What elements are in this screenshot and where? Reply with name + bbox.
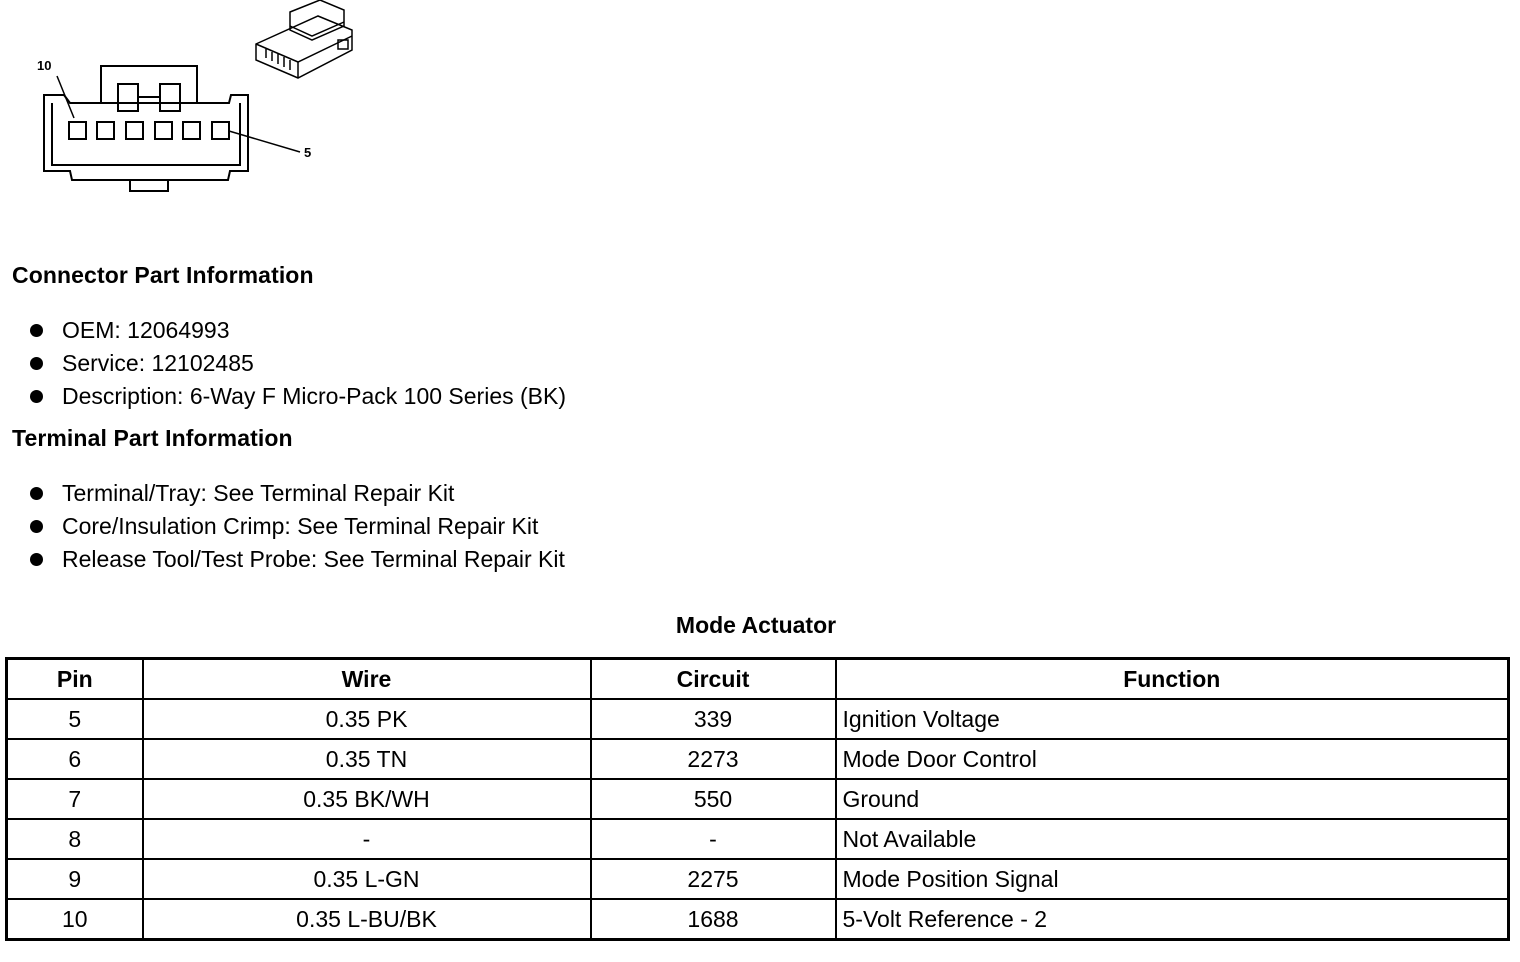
pin-cavity-8 [126, 122, 143, 139]
wire-cell: 0.35 BK/WH [143, 779, 591, 819]
pin-cavity-7 [155, 122, 172, 139]
terminal-part-info-list [30, 477, 565, 576]
bullet-icon [30, 357, 43, 370]
service-part-number: Service: 12102485 [62, 350, 254, 376]
pin-table [5, 657, 1510, 941]
bottom-key [130, 180, 168, 191]
table-row [7, 859, 1509, 899]
function-cell: Ignition Voltage [836, 699, 1509, 739]
list-item [30, 314, 566, 347]
wire-cell: 0.35 L-GN [143, 859, 591, 899]
pin-cell: 9 [7, 859, 143, 899]
list-item [30, 543, 565, 576]
oem-part-number: OEM: 12064993 [62, 317, 230, 343]
list-item [30, 510, 565, 543]
connector-part-info-heading: Connector Part Information [12, 262, 314, 288]
circuit-cell: 1688 [591, 899, 836, 940]
connector-part-info-list [30, 314, 566, 413]
terminal-tray-info: Terminal/Tray: See Terminal Repair Kit [62, 480, 455, 506]
wire-cell: 0.35 TN [143, 739, 591, 779]
function-cell: Mode Door Control [836, 739, 1509, 779]
connector-diagram [0, 0, 400, 210]
table-title: Mode Actuator [675, 612, 837, 638]
pin-cavity-6 [183, 122, 200, 139]
connector-description: Description: 6-Way F Micro-Pack 100 Series (BK) [62, 383, 567, 409]
circuit-cell: - [591, 819, 836, 859]
bullet-icon [30, 324, 43, 337]
circuit-cell: 339 [591, 699, 836, 739]
bullet-icon [30, 390, 43, 403]
pin-cell: 8 [7, 819, 143, 859]
function-cell: Mode Position Signal [836, 859, 1509, 899]
list-item [30, 347, 566, 380]
pin-cavity-10 [69, 122, 86, 139]
bullet-icon [30, 520, 43, 533]
pin-cell: 10 [7, 899, 143, 940]
wire-column-header: Wire [143, 659, 591, 700]
circuit-column-header: Circuit [591, 659, 836, 700]
function-cell: Ground [836, 779, 1509, 819]
table-row [7, 699, 1509, 739]
pin-5-callout: 5 [304, 145, 312, 160]
table-row [7, 779, 1509, 819]
connector-housing [44, 95, 248, 180]
crimp-info: Core/Insulation Crimp: See Terminal Repair Kit [62, 513, 539, 539]
circuit-cell: 2273 [591, 739, 836, 779]
list-item [30, 380, 566, 413]
pin-10-callout: 10 [37, 58, 52, 73]
table-row [7, 739, 1509, 779]
bullet-icon [30, 487, 43, 500]
pin-cavity-9 [97, 122, 114, 139]
wire-cell: 0.35 L-BU/BK [143, 899, 591, 940]
pin-cell: 5 [7, 699, 143, 739]
circuit-cell: 2275 [591, 859, 836, 899]
release-tool-info: Release Tool/Test Probe: See Terminal Repair Kit [62, 546, 565, 572]
function-cell: 5-Volt Reference - 2 [836, 899, 1509, 940]
table-header-row [7, 659, 1509, 700]
bullet-icon [30, 553, 43, 566]
terminal-part-info-heading: Terminal Part Information [12, 425, 293, 451]
wire-cell: - [143, 819, 591, 859]
function-cell: Not Available [836, 819, 1509, 859]
table-row [7, 899, 1509, 940]
pin-cell: 7 [7, 779, 143, 819]
pin-cell: 6 [7, 739, 143, 779]
connector-iso-view [256, 0, 352, 78]
wire-cell: 0.35 PK [143, 699, 591, 739]
list-item [30, 477, 565, 510]
pin-cavity-5 [212, 122, 229, 139]
pin-column-header: Pin [7, 659, 143, 700]
circuit-cell: 550 [591, 779, 836, 819]
function-column-header: Function [836, 659, 1509, 700]
table-row [7, 819, 1509, 859]
